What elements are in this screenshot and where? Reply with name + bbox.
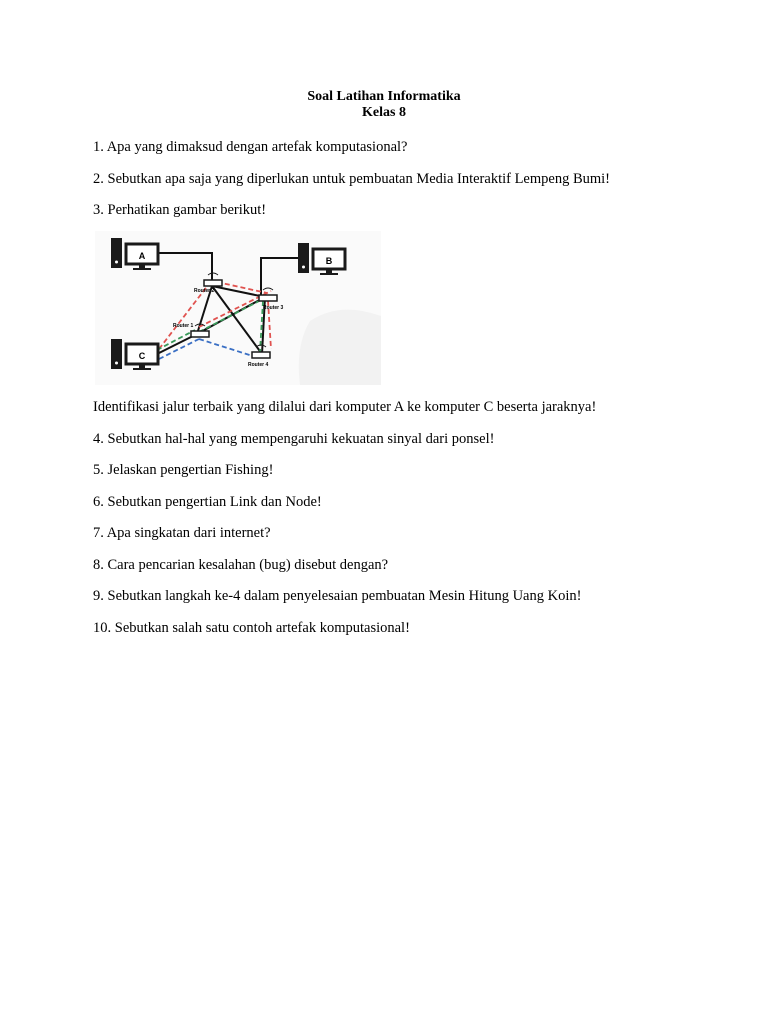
svg-text:Router 4: Router 4 — [248, 362, 269, 368]
question-6: 6. Sebutkan pengertian Link dan Node! — [93, 494, 322, 510]
document-title: Soal Latihan Informatika — [307, 89, 461, 104]
document-subtitle: Kelas 8 — [362, 105, 406, 120]
computer-b — [298, 243, 345, 275]
question-5: 5. Jelaskan pengertian Fishing! — [93, 462, 274, 478]
computer-a — [111, 238, 158, 270]
question-9: 9. Sebutkan langkah ke-4 dalam penyelesaian pembuatan Mesin Hitung Uang Koin! — [93, 588, 582, 604]
svg-text:Router 2: Router 2 — [194, 288, 215, 294]
svg-text:B: B — [325, 256, 333, 266]
network-diagram — [95, 231, 381, 385]
question-8: 8. Cara pencarian kesalahan (bug) disebut dengan? — [93, 557, 389, 573]
svg-text:A: A — [138, 251, 146, 261]
question-3: 3. Perhatikan gambar berikut! — [93, 202, 267, 218]
svg-text:Router 3: Router 3 — [263, 305, 284, 311]
question-4: 4. Sebutkan hal-hal yang mempengaruhi kekuatan sinyal dari ponsel! — [93, 431, 495, 447]
svg-text:Router 1: Router 1 — [173, 323, 194, 329]
question-3-instruction: Identifikasi jalur terbaik yang dilalui dari komputer A ke komputer C beserta jaraknya! — [93, 399, 597, 415]
question-2: 2. Sebutkan apa saja yang diperlukan untuk pembuatan Media Interaktif Lempeng Bumi! — [93, 171, 611, 187]
question-7: 7. Apa singkatan dari internet? — [93, 525, 271, 541]
computer-c — [111, 339, 158, 370]
question-10: 10. Sebutkan salah satu contoh artefak komputasional! — [93, 620, 410, 636]
question-1: 1. Apa yang dimaksud dengan artefak komputasional? — [93, 139, 408, 155]
svg-text:C: C — [138, 351, 146, 361]
